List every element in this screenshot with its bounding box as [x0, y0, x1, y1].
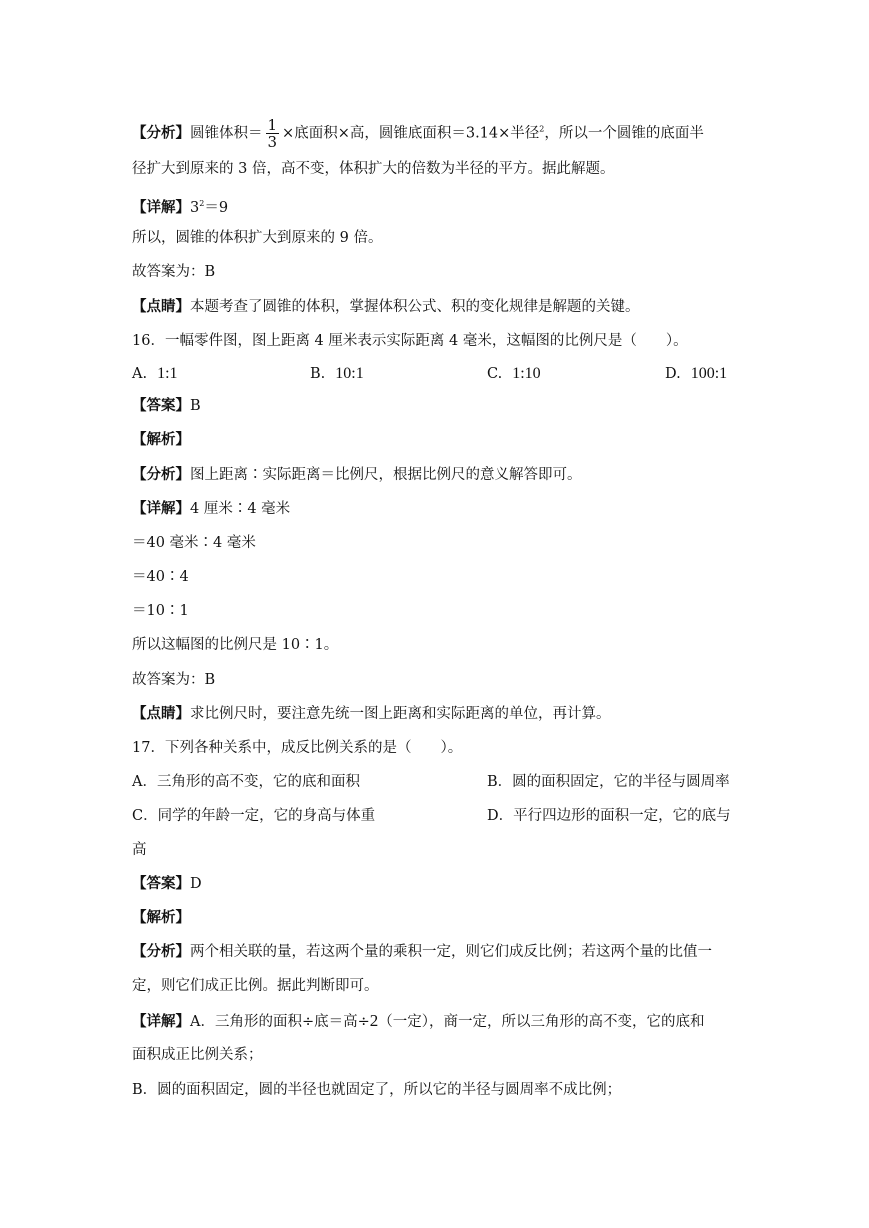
q17-option-c: C．同学的年龄一定，它的身高与体重 [132, 808, 376, 824]
q16-detail-line-3: ＝40∶4 [132, 569, 189, 585]
fraction-one-third [266, 117, 280, 150]
q16-answer-line: 故答案为：B [132, 672, 216, 688]
fraction-denominator: 3 [267, 133, 278, 151]
q17-option-b: B．圆的面积固定，它的半径与圆周率 [487, 774, 730, 790]
q16-option-a [132, 364, 178, 384]
answer-value: D [190, 876, 202, 892]
option-text: 100:1 [690, 365, 728, 382]
q15-detail-line-1 [132, 194, 228, 218]
q15-analysis-line-1 [132, 117, 704, 150]
q17-analysis-line-2: 定，则它们成正比例。据此判断即可。 [132, 978, 379, 994]
detail-text: ＝9 [204, 199, 229, 216]
q15-comment-line [132, 297, 640, 317]
option-letter: B. [310, 366, 326, 382]
q17-detail-line-1 [132, 1011, 705, 1032]
analysis-text: 两个相关联的量，若这两个量的乘积一定，则它们成反比例；若这两个量的比值一 [190, 944, 712, 960]
q16-option-b [310, 364, 364, 384]
answer-tag: 【答案】 [132, 397, 190, 414]
option-letter: A. [132, 366, 148, 382]
superscript: 2 [539, 124, 545, 134]
comment-text: 求比例尺时，要注意先统一图上距离和实际距离的单位，再计算。 [190, 706, 611, 722]
q16-stem: 16．一幅零件图，图上距离 4 厘米表示实际距离 4 毫米，这幅图的比例尺是（ ）。 [132, 333, 688, 349]
q15-analysis-line-2: 径扩大到原来的 3 倍，高不变，体积扩大的倍数为半径的平方。据此解题。 [132, 161, 615, 177]
option-text: 10:1 [335, 365, 364, 382]
analysis-tag: 【分析】 [132, 124, 190, 142]
detail-text: A．三角形的面积÷底＝高÷ [190, 1014, 370, 1030]
q16-answer [132, 396, 201, 416]
q17-option-d-continuation: 高 [132, 842, 147, 858]
q16-option-d [665, 364, 727, 384]
q16-detail-line-5: 所以这幅图的比例尺是 10∶1。 [132, 637, 339, 653]
superscript: 2 [199, 199, 205, 208]
answer-tag: 【答案】 [132, 875, 190, 892]
detail-text: 4 厘米∶4 毫米 [190, 501, 291, 517]
detail-tag: 【详解】 [132, 198, 190, 216]
q16-detail-line-4: ＝10∶1 [132, 603, 189, 619]
comment-tag: 【点睛】 [132, 705, 190, 722]
analysis-text: 图上距离∶实际距离＝比例尺，根据比例尺的意义解答即可。 [190, 467, 582, 483]
detail-text: （一定），商一定，所以三角形的高不变，它的底和 [378, 1014, 705, 1030]
q16-comment [132, 704, 611, 724]
detail-tag: 【详解】 [132, 500, 190, 517]
analysis-text: 圆锥体积＝ [190, 125, 263, 142]
q16-detail-line-1 [132, 499, 290, 519]
q16-option-c [487, 364, 541, 384]
analysis-text: ×底面积×高，圆锥底面积＝3.14×半径 [282, 125, 540, 142]
q17-stem: 17．下列各种关系中，成反比例关系的是（ ）。 [132, 740, 463, 756]
q17-analysis-line-1 [132, 942, 712, 962]
answer-value: B [190, 398, 201, 414]
comment-text: 本题考查了圆锥的体积，掌握体积公式、积的变化规律是解题的关键。 [190, 299, 640, 315]
option-text: 1:10 [512, 365, 541, 382]
comment-tag: 【点睛】 [132, 298, 190, 315]
q17-detail-line-3: B．圆的面积固定，圆的半径也就固定了，所以它的半径与圆周率不成比例； [132, 1082, 622, 1098]
option-text: 1:1 [157, 365, 178, 382]
q16-detail-line-2: ＝40 毫米∶4 毫米 [132, 535, 256, 551]
analysis-text: ，所以一个圆锥的底面半 [544, 125, 704, 142]
fraction-numerator: 1 [267, 116, 278, 134]
q15-detail-line-2: 所以，圆锥的体积扩大到原来的 9 倍。 [132, 230, 383, 246]
option-letter: D. [665, 366, 681, 382]
q17-answer [132, 874, 202, 894]
detail-tag: 【详解】 [132, 1013, 190, 1030]
analysis-tag: 【分析】 [132, 466, 190, 483]
detail-text: 3 [190, 199, 200, 216]
q17-option-a: A．三角形的高不变，它的底和面积 [132, 774, 360, 790]
q17-explain-tag: 【解析】 [132, 909, 190, 926]
option-letter: C. [487, 366, 503, 382]
q17-option-d: D．平行四边形的面积一定，它的底与 [487, 808, 731, 824]
q16-analysis [132, 465, 582, 485]
detail-number: 2 [369, 1011, 379, 1030]
q16-explain-tag: 【解析】 [132, 431, 190, 448]
q15-answer-line: 故答案为：B [132, 264, 216, 280]
analysis-tag: 【分析】 [132, 943, 190, 960]
q17-detail-line-2: 面积成正比例关系； [132, 1047, 263, 1063]
